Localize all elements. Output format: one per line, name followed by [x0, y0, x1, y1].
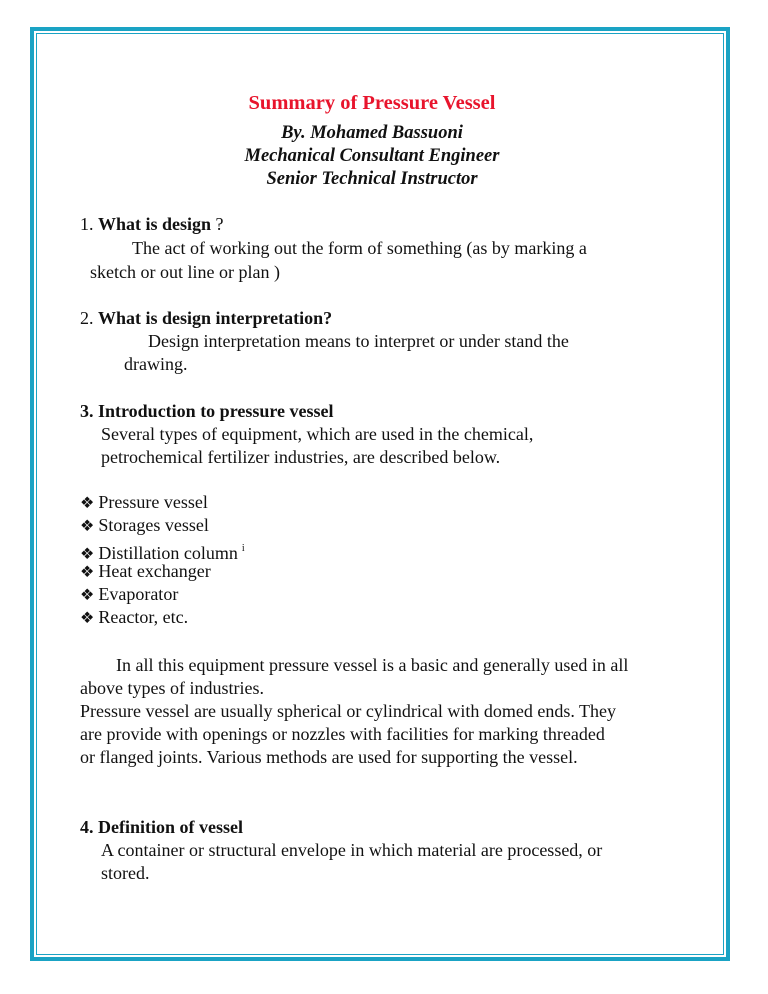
section-3-body-line-1: Several types of equipment, which are used in the chemical,	[101, 424, 534, 444]
bullet-diamond-icon: ❖	[80, 495, 95, 512]
bullet-item	[80, 491, 208, 515]
bullet-text: Heat exchanger	[98, 561, 211, 581]
paragraph-line-1: In all this equipment pressure vessel is a basic and generally used in all	[116, 655, 629, 675]
section-3-heading: 3. Introduction to pressure vessel	[80, 401, 334, 421]
section-2-body-line-2: drawing.	[124, 354, 188, 374]
section-2-body-line-1: Design interpretation means to interpret or under stand the	[148, 331, 569, 351]
section-1-heading	[80, 213, 224, 236]
bullet-item	[80, 514, 209, 538]
footnote-marker[interactable]: i	[241, 543, 245, 554]
section-4-heading: 4. Definition of vessel	[80, 817, 243, 837]
paragraph-line-3: Pressure vessel are usually spherical or cylindrical with domed ends. They	[80, 701, 617, 721]
section-2-title: What is design interpretation?	[98, 308, 333, 328]
bullet-diamond-icon: ❖	[80, 610, 95, 627]
section-2-heading	[80, 307, 332, 330]
bullet-text: Distillation column	[98, 543, 238, 563]
bullet-item	[80, 583, 178, 607]
author-line: By. Mohamed Bassuoni	[281, 123, 463, 143]
bullet-diamond-icon: ❖	[80, 564, 95, 581]
section-4-body-line-2: stored.	[101, 863, 150, 883]
section-1-suffix: ?	[211, 214, 224, 234]
section-4-body-line-1: A container or structural envelope in which material are processed, or	[101, 840, 603, 860]
section-3-body-line-2: petrochemical fertilizer industries, are described below.	[101, 447, 501, 467]
bullet-diamond-icon: ❖	[80, 518, 95, 535]
bullet-item	[80, 560, 211, 584]
bullet-diamond-icon: ❖	[80, 546, 95, 563]
paragraph-line-4: are provide with openings or nozzles with facilities for marking threaded	[80, 724, 605, 744]
section-2-number: 2.	[80, 308, 94, 328]
paragraph-line-5: or flanged joints. Various methods are used for supporting the vessel.	[80, 747, 578, 767]
bullet-text: Reactor, etc.	[98, 607, 189, 627]
role-line-1: Mechanical Consultant Engineer	[244, 146, 500, 166]
document-title: Summary of Pressure Vessel	[248, 92, 496, 114]
bullet-text: Storages vessel	[98, 515, 209, 535]
section-1-body-line-1: The act of working out the form of something (as by marking a	[132, 238, 587, 258]
role-line-2: Senior Technical Instructor	[266, 169, 478, 189]
bullet-item	[80, 606, 188, 630]
paragraph-line-2: above types of industries.	[80, 678, 264, 698]
bullet-diamond-icon: ❖	[80, 587, 95, 604]
section-1-title: What is design	[98, 214, 212, 234]
bullet-text: Pressure vessel	[98, 492, 208, 512]
bullet-text: Evaporator	[98, 584, 179, 604]
section-1-number: 1.	[80, 214, 94, 234]
section-1-body-line-2: sketch or out line or plan )	[90, 262, 280, 282]
